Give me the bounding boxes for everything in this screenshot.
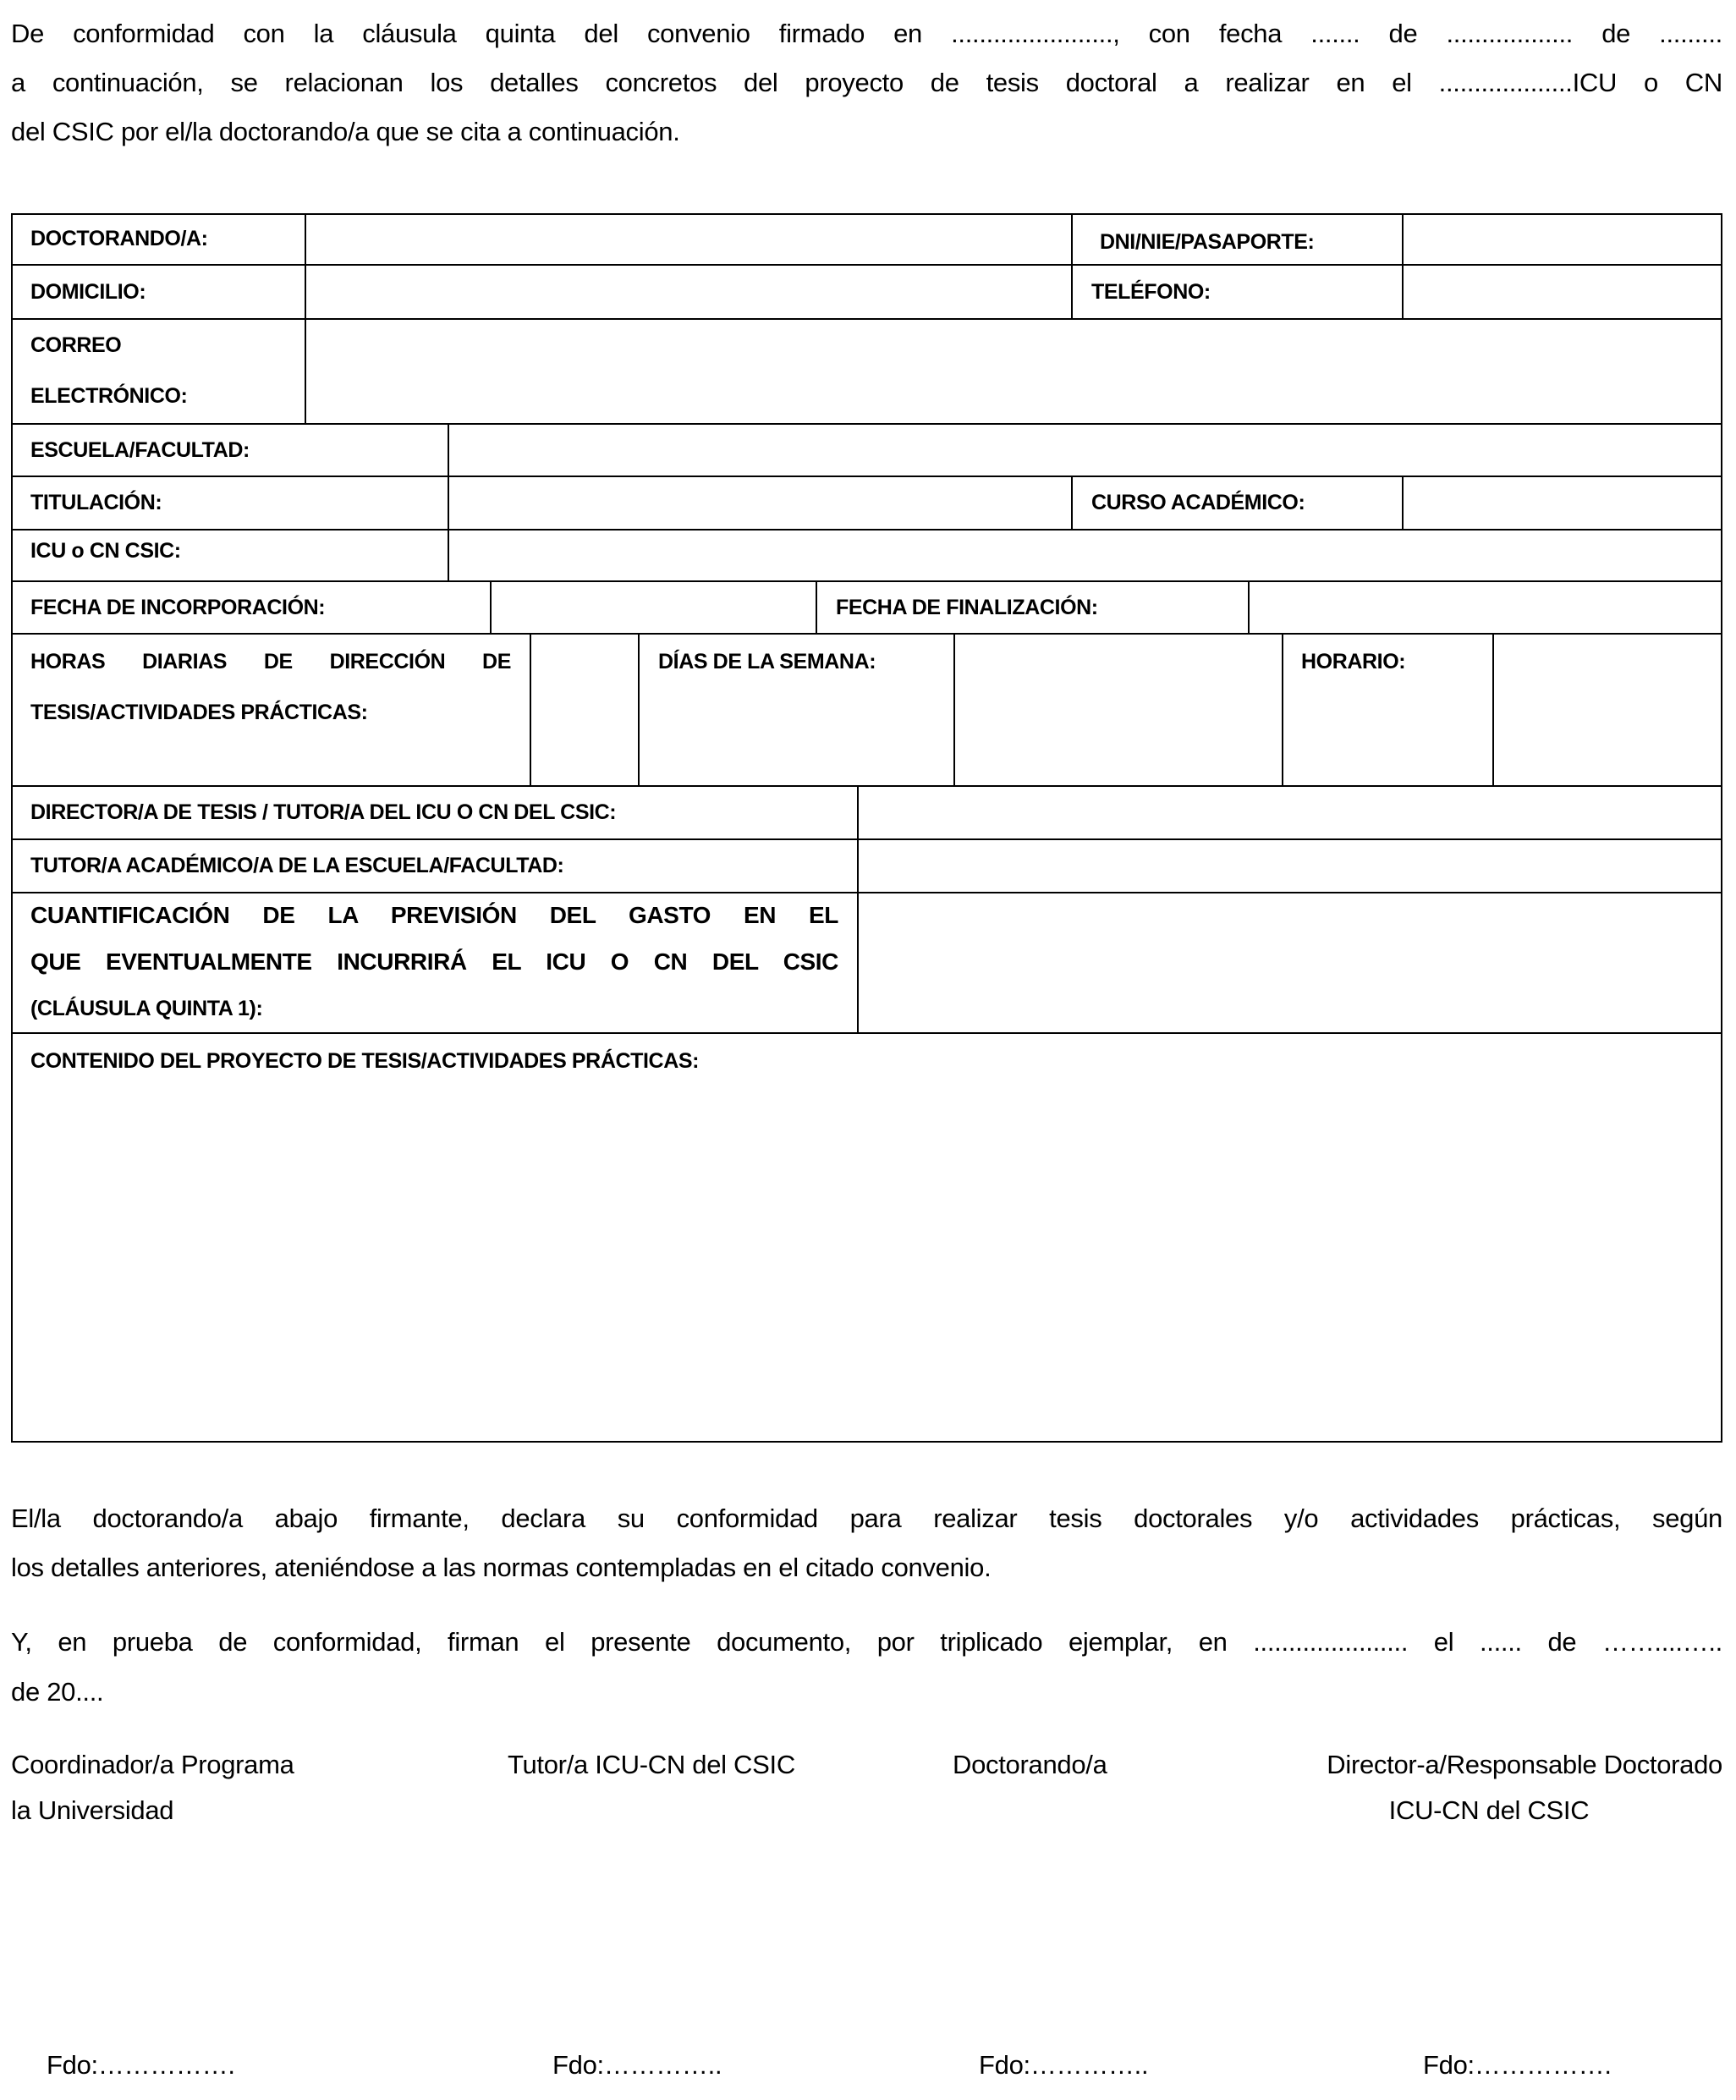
director-field[interactable]	[857, 785, 1722, 840]
dni-field[interactable]	[1402, 213, 1722, 266]
signature-line[interactable]: Fdo:…………….	[1423, 2050, 1612, 2080]
tutor-label: TUTOR/A ACADÉMICO/A DE LA ESCUELA/FACULTAD:	[30, 854, 564, 877]
curso-field[interactable]	[1402, 476, 1722, 530]
doctorando-label: DOCTORANDO/A:	[30, 227, 208, 250]
gasto-field[interactable]	[857, 892, 1722, 1034]
fecha-incorporacion-label: FECHA DE INCORPORACIÓN:	[30, 596, 326, 619]
horas-label: HORAS DIARIAS DE DIRECCIÓN DE	[30, 650, 511, 673]
fecha-incorporacion-field[interactable]	[490, 580, 817, 635]
signature-line[interactable]: Fdo:…………….	[47, 2050, 235, 2080]
declaration-line: los detalles anteriores, ateniéndose a las normas contempladas en el citado convenio.	[11, 1553, 992, 1582]
horas-field[interactable]	[530, 633, 640, 787]
proof-line: Y, en prueba de conformidad, firman el presente documento, por triplicado ejemplar, en ...................... el ...... de ……....…..	[11, 1627, 1722, 1657]
dni-label: DNI/NIE/PASAPORTE:	[1100, 230, 1315, 254]
fecha-finalizacion-label: FECHA DE FINALIZACIÓN:	[836, 596, 1098, 619]
signature-line[interactable]: Fdo:…………..	[979, 2050, 1149, 2080]
titulacion-field[interactable]	[448, 476, 1073, 530]
horas-label: TESIS/ACTIVIDADES PRÁCTICAS:	[30, 701, 368, 724]
horario-label: HORARIO:	[1301, 650, 1406, 673]
signature-role: Coordinador/a Programa	[11, 1750, 294, 1779]
director-label: DIRECTOR/A DE TESIS / TUTOR/A DEL ICU O CN DEL CSIC:	[30, 800, 617, 824]
signature-role: Director-a/Responsable Doctorado	[1327, 1750, 1722, 1779]
signature-role: ICU-CN del CSIC	[1388, 1795, 1590, 1825]
telefono-label: TELÉFONO:	[1091, 280, 1211, 304]
domicilio-label: DOMICILIO:	[30, 280, 146, 304]
gasto-label: QUE EVENTUALMENTE INCURRIRÁ EL ICU O CN DEL CSIC	[30, 948, 838, 975]
contenido-label: CONTENIDO DEL PROYECTO DE TESIS/ACTIVIDADES PRÁCTICAS:	[30, 1049, 700, 1073]
escuela-label: ESCUELA/FACULTAD:	[30, 438, 250, 462]
titulacion-label: TITULACIÓN:	[30, 491, 162, 514]
contenido-field[interactable]	[11, 1032, 1722, 1443]
gasto-label: (CLÁUSULA QUINTA 1):	[30, 997, 263, 1020]
curso-label: CURSO ACADÉMICO:	[1091, 491, 1305, 514]
horario-field[interactable]	[1492, 633, 1722, 787]
intro-line: De conformidad con la cláusula quinta del convenio firmado en ......................., con fecha ....... de .................. de .........	[11, 19, 1722, 48]
signature-role: Tutor/a ICU-CN del CSIC	[508, 1750, 795, 1779]
telefono-field[interactable]	[1402, 264, 1722, 320]
gasto-label: CUANTIFICACIÓN DE LA PREVISIÓN DEL GASTO EN EL	[30, 902, 838, 928]
signature-line[interactable]: Fdo:…………..	[552, 2050, 722, 2080]
correo-field[interactable]	[305, 318, 1722, 425]
correo-label: CORREO	[30, 333, 122, 357]
icu-field[interactable]	[448, 529, 1722, 582]
signature-role: Doctorando/a	[953, 1750, 1107, 1779]
fecha-finalizacion-field[interactable]	[1248, 580, 1722, 635]
correo-label: ELECTRÓNICO:	[30, 384, 188, 408]
declaration-line: El/la doctorando/a abajo firmante, declara su conformidad para realizar tesis doctorales y/o actividades prácticas, según	[11, 1504, 1722, 1533]
proof-line: de 20....	[11, 1677, 104, 1707]
intro-line: a continuación, se relacionan los detalles concretos del proyecto de tesis doctoral a realizar en el ...................ICU o CN	[11, 68, 1722, 97]
dias-label: DÍAS DE LA SEMANA:	[658, 650, 876, 673]
dias-field[interactable]	[953, 633, 1283, 787]
escuela-field[interactable]	[448, 423, 1722, 477]
tutor-field[interactable]	[857, 838, 1722, 893]
doctorando-field[interactable]	[305, 213, 1073, 266]
intro-line: del CSIC por el/la doctorando/a que se cita a continuación.	[11, 117, 680, 146]
signature-role: la Universidad	[11, 1795, 174, 1825]
icu-label: ICU o CN CSIC:	[30, 539, 181, 563]
domicilio-field[interactable]	[305, 264, 1073, 320]
